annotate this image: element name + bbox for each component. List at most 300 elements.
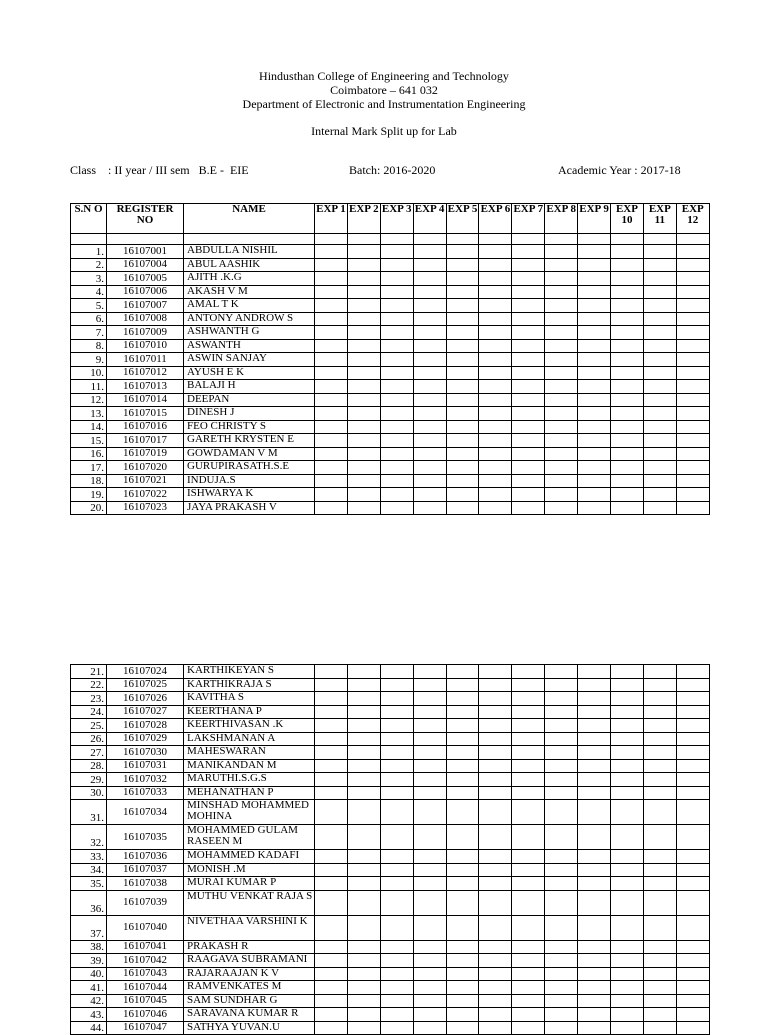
exp-6-mark-cell[interactable] (479, 312, 512, 326)
exp-11-mark-cell[interactable] (643, 863, 676, 877)
exp-5-mark-cell[interactable] (446, 434, 479, 448)
exp-4-mark-cell[interactable] (413, 1021, 446, 1035)
exp-7-mark-cell[interactable] (512, 434, 545, 448)
exp-12-mark-cell[interactable] (676, 665, 709, 679)
exp-7-mark-cell[interactable] (512, 705, 545, 719)
exp-2-mark-cell[interactable] (347, 1008, 380, 1022)
exp-12-mark-cell[interactable] (676, 299, 709, 313)
exp-4-mark-cell[interactable] (413, 312, 446, 326)
exp-8-mark-cell[interactable] (545, 692, 578, 706)
exp-1-mark-cell[interactable] (315, 272, 348, 286)
exp-12-mark-cell[interactable] (676, 994, 709, 1008)
exp-11-mark-cell[interactable] (643, 474, 676, 488)
exp-10-mark-cell[interactable] (611, 1008, 644, 1022)
exp-10-mark-cell[interactable] (611, 850, 644, 864)
exp-12-mark-cell[interactable] (676, 773, 709, 787)
exp-2-mark-cell[interactable] (347, 312, 380, 326)
exp-4-mark-cell[interactable] (413, 890, 446, 915)
exp-12-mark-cell[interactable] (676, 732, 709, 746)
exp-8-mark-cell[interactable] (545, 705, 578, 719)
exp-12-mark-cell[interactable] (676, 786, 709, 800)
exp-9-mark-cell[interactable] (578, 850, 611, 864)
exp-10-mark-cell[interactable] (611, 339, 644, 353)
exp-7-mark-cell[interactable] (512, 1021, 545, 1035)
exp-1-mark-cell[interactable] (315, 501, 348, 515)
exp-2-mark-cell[interactable] (347, 393, 380, 407)
exp-10-mark-cell[interactable] (611, 940, 644, 954)
exp-4-mark-cell[interactable] (413, 954, 446, 968)
exp-10-mark-cell[interactable] (611, 447, 644, 461)
exp-2-mark-cell[interactable] (347, 272, 380, 286)
exp-1-mark-cell[interactable] (315, 474, 348, 488)
exp-7-mark-cell[interactable] (512, 420, 545, 434)
exp-9-mark-cell[interactable] (578, 501, 611, 515)
exp-12-mark-cell[interactable] (676, 967, 709, 981)
exp-5-mark-cell[interactable] (446, 312, 479, 326)
exp-6-mark-cell[interactable] (479, 719, 512, 733)
exp-5-mark-cell[interactable] (446, 732, 479, 746)
exp-8-mark-cell[interactable] (545, 326, 578, 340)
exp-8-mark-cell[interactable] (545, 732, 578, 746)
exp-4-mark-cell[interactable] (413, 863, 446, 877)
exp-8-mark-cell[interactable] (545, 380, 578, 394)
exp-8-mark-cell[interactable] (545, 981, 578, 995)
exp-9-mark-cell[interactable] (578, 1021, 611, 1035)
exp-7-mark-cell[interactable] (512, 678, 545, 692)
exp-6-mark-cell[interactable] (479, 447, 512, 461)
exp-12-mark-cell[interactable] (676, 461, 709, 475)
exp-1-mark-cell[interactable] (315, 366, 348, 380)
exp-9-mark-cell[interactable] (578, 719, 611, 733)
exp-4-mark-cell[interactable] (413, 994, 446, 1008)
exp-9-mark-cell[interactable] (578, 420, 611, 434)
exp-3-mark-cell[interactable] (380, 915, 413, 940)
exp-6-mark-cell[interactable] (479, 339, 512, 353)
exp-5-mark-cell[interactable] (446, 940, 479, 954)
exp-10-mark-cell[interactable] (611, 434, 644, 448)
exp-7-mark-cell[interactable] (512, 366, 545, 380)
exp-6-mark-cell[interactable] (479, 732, 512, 746)
exp-10-mark-cell[interactable] (611, 692, 644, 706)
exp-3-mark-cell[interactable] (380, 746, 413, 760)
exp-2-mark-cell[interactable] (347, 825, 380, 850)
exp-10-mark-cell[interactable] (611, 759, 644, 773)
exp-9-mark-cell[interactable] (578, 705, 611, 719)
exp-6-mark-cell[interactable] (479, 258, 512, 272)
exp-1-mark-cell[interactable] (315, 488, 348, 502)
exp-2-mark-cell[interactable] (347, 759, 380, 773)
exp-6-mark-cell[interactable] (479, 272, 512, 286)
exp-12-mark-cell[interactable] (676, 434, 709, 448)
exp-9-mark-cell[interactable] (578, 786, 611, 800)
exp-6-mark-cell[interactable] (479, 967, 512, 981)
exp-6-mark-cell[interactable] (479, 434, 512, 448)
exp-9-mark-cell[interactable] (578, 353, 611, 367)
exp-8-mark-cell[interactable] (545, 258, 578, 272)
exp-6-mark-cell[interactable] (479, 366, 512, 380)
exp-3-mark-cell[interactable] (380, 258, 413, 272)
exp-12-mark-cell[interactable] (676, 1021, 709, 1035)
exp-10-mark-cell[interactable] (611, 488, 644, 502)
exp-5-mark-cell[interactable] (446, 272, 479, 286)
exp-6-mark-cell[interactable] (479, 407, 512, 421)
exp-12-mark-cell[interactable] (676, 393, 709, 407)
exp-9-mark-cell[interactable] (578, 474, 611, 488)
exp-2-mark-cell[interactable] (347, 719, 380, 733)
exp-6-mark-cell[interactable] (479, 981, 512, 995)
exp-3-mark-cell[interactable] (380, 786, 413, 800)
exp-1-mark-cell[interactable] (315, 326, 348, 340)
exp-1-mark-cell[interactable] (315, 732, 348, 746)
exp-7-mark-cell[interactable] (512, 1008, 545, 1022)
exp-2-mark-cell[interactable] (347, 366, 380, 380)
exp-8-mark-cell[interactable] (545, 746, 578, 760)
exp-5-mark-cell[interactable] (446, 326, 479, 340)
exp-7-mark-cell[interactable] (512, 393, 545, 407)
exp-10-mark-cell[interactable] (611, 800, 644, 825)
exp-3-mark-cell[interactable] (380, 1021, 413, 1035)
exp-4-mark-cell[interactable] (413, 981, 446, 995)
exp-7-mark-cell[interactable] (512, 915, 545, 940)
exp-8-mark-cell[interactable] (545, 665, 578, 679)
exp-8-mark-cell[interactable] (545, 312, 578, 326)
exp-8-mark-cell[interactable] (545, 339, 578, 353)
exp-1-mark-cell[interactable] (315, 890, 348, 915)
exp-2-mark-cell[interactable] (347, 245, 380, 259)
exp-6-mark-cell[interactable] (479, 915, 512, 940)
exp-12-mark-cell[interactable] (676, 245, 709, 259)
exp-5-mark-cell[interactable] (446, 488, 479, 502)
exp-1-mark-cell[interactable] (315, 312, 348, 326)
exp-7-mark-cell[interactable] (512, 447, 545, 461)
exp-11-mark-cell[interactable] (643, 245, 676, 259)
exp-3-mark-cell[interactable] (380, 420, 413, 434)
exp-5-mark-cell[interactable] (446, 245, 479, 259)
exp-11-mark-cell[interactable] (643, 773, 676, 787)
exp-5-mark-cell[interactable] (446, 800, 479, 825)
exp-2-mark-cell[interactable] (347, 380, 380, 394)
exp-5-mark-cell[interactable] (446, 719, 479, 733)
exp-10-mark-cell[interactable] (611, 705, 644, 719)
exp-1-mark-cell[interactable] (315, 967, 348, 981)
exp-6-mark-cell[interactable] (479, 665, 512, 679)
exp-10-mark-cell[interactable] (611, 954, 644, 968)
exp-11-mark-cell[interactable] (643, 1021, 676, 1035)
exp-8-mark-cell[interactable] (545, 678, 578, 692)
exp-10-mark-cell[interactable] (611, 1021, 644, 1035)
exp-10-mark-cell[interactable] (611, 877, 644, 891)
exp-10-mark-cell[interactable] (611, 719, 644, 733)
exp-9-mark-cell[interactable] (578, 994, 611, 1008)
exp-2-mark-cell[interactable] (347, 863, 380, 877)
exp-4-mark-cell[interactable] (413, 272, 446, 286)
exp-4-mark-cell[interactable] (413, 299, 446, 313)
exp-9-mark-cell[interactable] (578, 272, 611, 286)
exp-2-mark-cell[interactable] (347, 665, 380, 679)
exp-4-mark-cell[interactable] (413, 339, 446, 353)
exp-9-mark-cell[interactable] (578, 678, 611, 692)
exp-7-mark-cell[interactable] (512, 665, 545, 679)
exp-8-mark-cell[interactable] (545, 719, 578, 733)
exp-11-mark-cell[interactable] (643, 393, 676, 407)
exp-6-mark-cell[interactable] (479, 299, 512, 313)
exp-4-mark-cell[interactable] (413, 773, 446, 787)
exp-2-mark-cell[interactable] (347, 773, 380, 787)
exp-3-mark-cell[interactable] (380, 692, 413, 706)
exp-2-mark-cell[interactable] (347, 800, 380, 825)
exp-10-mark-cell[interactable] (611, 915, 644, 940)
exp-10-mark-cell[interactable] (611, 393, 644, 407)
exp-8-mark-cell[interactable] (545, 474, 578, 488)
exp-7-mark-cell[interactable] (512, 692, 545, 706)
exp-4-mark-cell[interactable] (413, 786, 446, 800)
exp-12-mark-cell[interactable] (676, 719, 709, 733)
exp-9-mark-cell[interactable] (578, 258, 611, 272)
exp-8-mark-cell[interactable] (545, 863, 578, 877)
exp-3-mark-cell[interactable] (380, 461, 413, 475)
exp-5-mark-cell[interactable] (446, 981, 479, 995)
exp-12-mark-cell[interactable] (676, 746, 709, 760)
exp-12-mark-cell[interactable] (676, 800, 709, 825)
exp-11-mark-cell[interactable] (643, 994, 676, 1008)
exp-2-mark-cell[interactable] (347, 353, 380, 367)
exp-3-mark-cell[interactable] (380, 488, 413, 502)
exp-12-mark-cell[interactable] (676, 285, 709, 299)
exp-3-mark-cell[interactable] (380, 272, 413, 286)
exp-6-mark-cell[interactable] (479, 1008, 512, 1022)
exp-11-mark-cell[interactable] (643, 326, 676, 340)
exp-7-mark-cell[interactable] (512, 981, 545, 995)
exp-11-mark-cell[interactable] (643, 461, 676, 475)
exp-5-mark-cell[interactable] (446, 994, 479, 1008)
exp-8-mark-cell[interactable] (545, 393, 578, 407)
exp-3-mark-cell[interactable] (380, 759, 413, 773)
exp-9-mark-cell[interactable] (578, 981, 611, 995)
exp-4-mark-cell[interactable] (413, 474, 446, 488)
exp-11-mark-cell[interactable] (643, 665, 676, 679)
exp-3-mark-cell[interactable] (380, 890, 413, 915)
exp-6-mark-cell[interactable] (479, 877, 512, 891)
exp-12-mark-cell[interactable] (676, 705, 709, 719)
exp-8-mark-cell[interactable] (545, 299, 578, 313)
exp-7-mark-cell[interactable] (512, 759, 545, 773)
exp-9-mark-cell[interactable] (578, 393, 611, 407)
exp-10-mark-cell[interactable] (611, 353, 644, 367)
exp-11-mark-cell[interactable] (643, 981, 676, 995)
exp-7-mark-cell[interactable] (512, 312, 545, 326)
exp-2-mark-cell[interactable] (347, 954, 380, 968)
exp-9-mark-cell[interactable] (578, 967, 611, 981)
exp-6-mark-cell[interactable] (479, 692, 512, 706)
exp-11-mark-cell[interactable] (643, 746, 676, 760)
exp-11-mark-cell[interactable] (643, 954, 676, 968)
exp-9-mark-cell[interactable] (578, 245, 611, 259)
exp-8-mark-cell[interactable] (545, 285, 578, 299)
exp-3-mark-cell[interactable] (380, 825, 413, 850)
exp-10-mark-cell[interactable] (611, 732, 644, 746)
exp-10-mark-cell[interactable] (611, 773, 644, 787)
exp-2-mark-cell[interactable] (347, 940, 380, 954)
exp-4-mark-cell[interactable] (413, 825, 446, 850)
exp-7-mark-cell[interactable] (512, 954, 545, 968)
exp-9-mark-cell[interactable] (578, 488, 611, 502)
exp-4-mark-cell[interactable] (413, 692, 446, 706)
exp-2-mark-cell[interactable] (347, 501, 380, 515)
exp-4-mark-cell[interactable] (413, 1008, 446, 1022)
exp-6-mark-cell[interactable] (479, 678, 512, 692)
exp-6-mark-cell[interactable] (479, 825, 512, 850)
exp-10-mark-cell[interactable] (611, 665, 644, 679)
exp-11-mark-cell[interactable] (643, 366, 676, 380)
exp-1-mark-cell[interactable] (315, 825, 348, 850)
exp-3-mark-cell[interactable] (380, 773, 413, 787)
exp-4-mark-cell[interactable] (413, 380, 446, 394)
exp-1-mark-cell[interactable] (315, 877, 348, 891)
exp-11-mark-cell[interactable] (643, 501, 676, 515)
exp-11-mark-cell[interactable] (643, 434, 676, 448)
exp-3-mark-cell[interactable] (380, 967, 413, 981)
exp-12-mark-cell[interactable] (676, 272, 709, 286)
exp-9-mark-cell[interactable] (578, 746, 611, 760)
exp-5-mark-cell[interactable] (446, 773, 479, 787)
exp-11-mark-cell[interactable] (643, 339, 676, 353)
exp-3-mark-cell[interactable] (380, 719, 413, 733)
exp-12-mark-cell[interactable] (676, 420, 709, 434)
exp-7-mark-cell[interactable] (512, 474, 545, 488)
exp-11-mark-cell[interactable] (643, 488, 676, 502)
exp-1-mark-cell[interactable] (315, 393, 348, 407)
exp-3-mark-cell[interactable] (380, 665, 413, 679)
exp-5-mark-cell[interactable] (446, 1021, 479, 1035)
exp-4-mark-cell[interactable] (413, 420, 446, 434)
exp-12-mark-cell[interactable] (676, 366, 709, 380)
exp-11-mark-cell[interactable] (643, 692, 676, 706)
exp-1-mark-cell[interactable] (315, 800, 348, 825)
exp-2-mark-cell[interactable] (347, 994, 380, 1008)
exp-6-mark-cell[interactable] (479, 501, 512, 515)
exp-1-mark-cell[interactable] (315, 380, 348, 394)
exp-12-mark-cell[interactable] (676, 339, 709, 353)
exp-7-mark-cell[interactable] (512, 800, 545, 825)
exp-2-mark-cell[interactable] (347, 981, 380, 995)
exp-8-mark-cell[interactable] (545, 890, 578, 915)
exp-8-mark-cell[interactable] (545, 915, 578, 940)
exp-9-mark-cell[interactable] (578, 312, 611, 326)
exp-4-mark-cell[interactable] (413, 407, 446, 421)
exp-2-mark-cell[interactable] (347, 326, 380, 340)
exp-7-mark-cell[interactable] (512, 353, 545, 367)
exp-12-mark-cell[interactable] (676, 890, 709, 915)
exp-3-mark-cell[interactable] (380, 245, 413, 259)
exp-11-mark-cell[interactable] (643, 786, 676, 800)
exp-10-mark-cell[interactable] (611, 825, 644, 850)
exp-7-mark-cell[interactable] (512, 299, 545, 313)
exp-6-mark-cell[interactable] (479, 705, 512, 719)
exp-10-mark-cell[interactable] (611, 380, 644, 394)
exp-8-mark-cell[interactable] (545, 759, 578, 773)
exp-3-mark-cell[interactable] (380, 1008, 413, 1022)
exp-5-mark-cell[interactable] (446, 299, 479, 313)
exp-7-mark-cell[interactable] (512, 339, 545, 353)
exp-7-mark-cell[interactable] (512, 719, 545, 733)
exp-7-mark-cell[interactable] (512, 877, 545, 891)
exp-8-mark-cell[interactable] (545, 501, 578, 515)
exp-9-mark-cell[interactable] (578, 380, 611, 394)
exp-1-mark-cell[interactable] (315, 692, 348, 706)
exp-4-mark-cell[interactable] (413, 915, 446, 940)
exp-8-mark-cell[interactable] (545, 434, 578, 448)
exp-2-mark-cell[interactable] (347, 692, 380, 706)
exp-5-mark-cell[interactable] (446, 786, 479, 800)
exp-11-mark-cell[interactable] (643, 940, 676, 954)
exp-1-mark-cell[interactable] (315, 447, 348, 461)
exp-8-mark-cell[interactable] (545, 447, 578, 461)
exp-8-mark-cell[interactable] (545, 245, 578, 259)
exp-6-mark-cell[interactable] (479, 759, 512, 773)
exp-2-mark-cell[interactable] (347, 1021, 380, 1035)
exp-3-mark-cell[interactable] (380, 954, 413, 968)
exp-5-mark-cell[interactable] (446, 339, 479, 353)
exp-1-mark-cell[interactable] (315, 954, 348, 968)
exp-8-mark-cell[interactable] (545, 825, 578, 850)
exp-8-mark-cell[interactable] (545, 1021, 578, 1035)
exp-11-mark-cell[interactable] (643, 258, 676, 272)
exp-2-mark-cell[interactable] (347, 420, 380, 434)
exp-10-mark-cell[interactable] (611, 312, 644, 326)
exp-5-mark-cell[interactable] (446, 915, 479, 940)
exp-2-mark-cell[interactable] (347, 407, 380, 421)
exp-5-mark-cell[interactable] (446, 420, 479, 434)
exp-10-mark-cell[interactable] (611, 420, 644, 434)
exp-5-mark-cell[interactable] (446, 705, 479, 719)
exp-11-mark-cell[interactable] (643, 353, 676, 367)
exp-5-mark-cell[interactable] (446, 850, 479, 864)
exp-7-mark-cell[interactable] (512, 461, 545, 475)
exp-12-mark-cell[interactable] (676, 678, 709, 692)
exp-11-mark-cell[interactable] (643, 800, 676, 825)
exp-2-mark-cell[interactable] (347, 786, 380, 800)
exp-7-mark-cell[interactable] (512, 994, 545, 1008)
exp-5-mark-cell[interactable] (446, 825, 479, 850)
exp-11-mark-cell[interactable] (643, 850, 676, 864)
exp-12-mark-cell[interactable] (676, 954, 709, 968)
exp-1-mark-cell[interactable] (315, 285, 348, 299)
exp-9-mark-cell[interactable] (578, 407, 611, 421)
exp-3-mark-cell[interactable] (380, 501, 413, 515)
exp-10-mark-cell[interactable] (611, 407, 644, 421)
exp-5-mark-cell[interactable] (446, 393, 479, 407)
exp-8-mark-cell[interactable] (545, 954, 578, 968)
exp-7-mark-cell[interactable] (512, 258, 545, 272)
exp-4-mark-cell[interactable] (413, 800, 446, 825)
exp-12-mark-cell[interactable] (676, 258, 709, 272)
exp-1-mark-cell[interactable] (315, 339, 348, 353)
exp-7-mark-cell[interactable] (512, 967, 545, 981)
exp-11-mark-cell[interactable] (643, 719, 676, 733)
exp-3-mark-cell[interactable] (380, 474, 413, 488)
exp-6-mark-cell[interactable] (479, 380, 512, 394)
exp-8-mark-cell[interactable] (545, 940, 578, 954)
exp-2-mark-cell[interactable] (347, 915, 380, 940)
exp-3-mark-cell[interactable] (380, 380, 413, 394)
exp-6-mark-cell[interactable] (479, 326, 512, 340)
exp-6-mark-cell[interactable] (479, 850, 512, 864)
exp-6-mark-cell[interactable] (479, 420, 512, 434)
exp-9-mark-cell[interactable] (578, 1008, 611, 1022)
exp-5-mark-cell[interactable] (446, 678, 479, 692)
exp-9-mark-cell[interactable] (578, 825, 611, 850)
exp-1-mark-cell[interactable] (315, 940, 348, 954)
